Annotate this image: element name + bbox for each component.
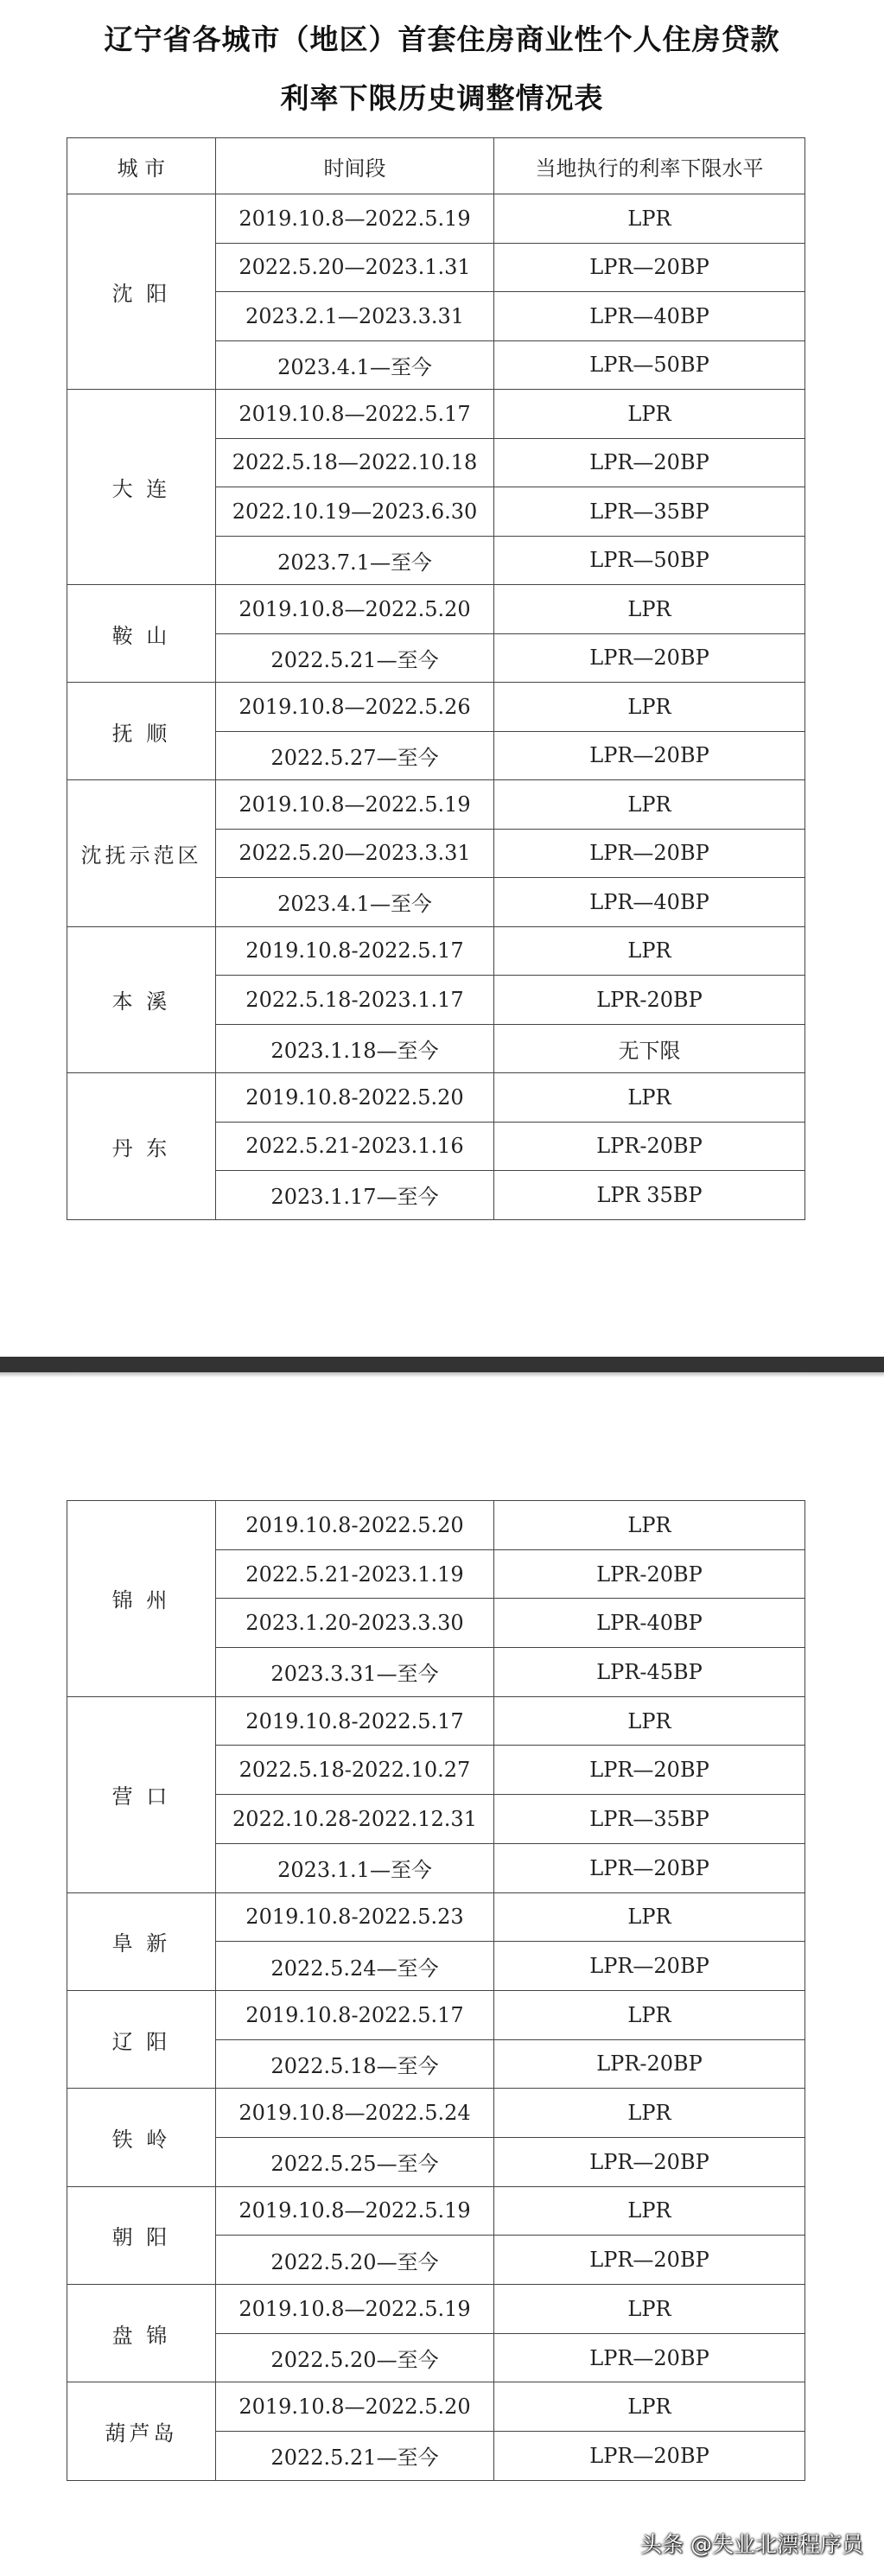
period-cell: 2022.5.20—至今	[216, 2236, 494, 2285]
period-cell: 2022.5.18-2023.1.17	[216, 976, 494, 1025]
rate-table-page1	[67, 137, 805, 1220]
table-header-row	[67, 138, 805, 194]
rate-cell: LPR—50BP	[494, 340, 805, 390]
period-cell: 2022.5.20—2023.1.31	[216, 243, 494, 292]
table-row	[67, 1990, 805, 2039]
city-cell: 盘 锦	[67, 2285, 216, 2382]
rate-cell: LPR	[494, 390, 805, 439]
city-cell: 抚 顺	[67, 683, 216, 780]
rate-cell: LPR	[494, 1696, 805, 1746]
rate-cell: LPR	[494, 1892, 805, 1942]
rate-cell: LPR	[494, 1501, 805, 1550]
period-cell: 2022.10.19—2023.6.30	[216, 487, 494, 537]
city-cell: 阜 新	[67, 1892, 216, 1990]
table-row	[67, 1501, 805, 1550]
period-cell: 2023.1.1—至今	[216, 1843, 494, 1892]
table-row	[67, 2382, 805, 2432]
period-cell: 2019.10.8—2022.5.26	[216, 683, 494, 732]
rate-cell: LPR—20BP	[494, 243, 805, 292]
period-cell: 2019.10.8—2022.5.24	[216, 2089, 494, 2138]
rate-cell: LPR	[494, 194, 805, 244]
rate-cell: LPR	[494, 1990, 805, 2039]
rate-cell: LPR—20BP	[494, 1843, 805, 1892]
rate-cell: LPR—20BP	[494, 2333, 805, 2382]
header-city: 城 市	[67, 138, 216, 194]
period-cell: 2019.10.8—2022.5.19	[216, 780, 494, 830]
table-row	[67, 2285, 805, 2334]
period-cell: 2022.5.20—至今	[216, 2333, 494, 2382]
table-row	[67, 2089, 805, 2138]
rate-cell: LPR	[494, 1073, 805, 1123]
rate-cell: LPR—20BP	[494, 1746, 805, 1795]
period-cell: 2022.5.25—至今	[216, 2137, 494, 2186]
rate-cell: LPR	[494, 2186, 805, 2236]
period-cell: 2019.10.8-2022.5.20	[216, 1073, 494, 1123]
rate-cell: LPR	[494, 926, 805, 976]
city-cell: 大 连	[67, 390, 216, 585]
rate-cell: LPR-20BP	[494, 976, 805, 1025]
period-cell: 2022.5.20—2023.3.31	[216, 829, 494, 878]
period-cell: 2019.10.8—2022.5.17	[216, 390, 494, 439]
rate-cell: LPR—35BP	[494, 487, 805, 537]
rate-table-body-page2	[67, 1501, 805, 2481]
city-cell: 葫芦岛	[67, 2382, 216, 2480]
period-cell: 2019.10.8-2022.5.17	[216, 1696, 494, 1746]
period-cell: 2023.1.18—至今	[216, 1024, 494, 1073]
period-cell: 2019.10.8-2022.5.20	[216, 1501, 494, 1550]
city-cell: 丹 东	[67, 1073, 216, 1220]
period-cell: 2019.10.8-2022.5.17	[216, 926, 494, 976]
page-divider	[0, 1357, 884, 1372]
rate-cell: LPR	[494, 2382, 805, 2432]
table-row	[67, 780, 805, 830]
city-cell: 营 口	[67, 1696, 216, 1892]
rate-cell: LPR	[494, 2089, 805, 2138]
rate-cell: LPR—40BP	[494, 292, 805, 341]
period-cell: 2023.4.1—至今	[216, 878, 494, 927]
table-row	[67, 1696, 805, 1746]
watermark: 头条 @失业北漂程序员	[640, 2532, 863, 2557]
period-cell: 2023.1.20-2023.3.30	[216, 1599, 494, 1648]
header-rate: 当地执行的利率下限水平	[494, 138, 805, 194]
rate-cell: LPR—20BP	[494, 2137, 805, 2186]
table-row	[67, 194, 805, 244]
rate-cell: LPR	[494, 585, 805, 634]
period-cell: 2019.10.8—2022.5.20	[216, 2382, 494, 2432]
rate-cell: LPR	[494, 683, 805, 732]
rate-cell: LPR—35BP	[494, 1795, 805, 1844]
rate-cell: LPR—40BP	[494, 878, 805, 927]
rate-cell: LPR—20BP	[494, 633, 805, 683]
rate-cell: LPR—20BP	[494, 2432, 805, 2481]
period-cell: 2022.5.21-2023.1.19	[216, 1549, 494, 1599]
rate-cell: LPR-40BP	[494, 1599, 805, 1648]
rate-cell: LPR—20BP	[494, 829, 805, 878]
rate-cell: LPR—20BP	[494, 731, 805, 780]
table-row	[67, 1073, 805, 1123]
period-cell: 2022.5.18-2022.10.27	[216, 1746, 494, 1795]
rate-cell: LPR-20BP	[494, 2039, 805, 2089]
rate-cell: LPR—20BP	[494, 1942, 805, 1991]
period-cell: 2022.5.18—至今	[216, 2039, 494, 2089]
header-period: 时间段	[216, 138, 494, 194]
document-title-line1: 辽宁省各城市（地区）首套住房商业性个人住房贷款	[104, 22, 780, 56]
period-cell: 2019.10.8—2022.5.19	[216, 194, 494, 244]
period-cell: 2023.3.31—至今	[216, 1648, 494, 1697]
rate-cell: 无下限	[494, 1024, 805, 1073]
city-cell: 辽 阳	[67, 1990, 216, 2088]
period-cell: 2019.10.8—2022.5.19	[216, 2186, 494, 2236]
rate-table-body-page1	[67, 138, 805, 1220]
document-title-line2: 利率下限历史调整情况表	[280, 81, 604, 115]
period-cell: 2022.5.27—至今	[216, 731, 494, 780]
period-cell: 2022.5.24—至今	[216, 1942, 494, 1991]
rate-cell: LPR—50BP	[494, 536, 805, 585]
rate-cell: LPR-20BP	[494, 1122, 805, 1171]
period-cell: 2022.10.28-2022.12.31	[216, 1795, 494, 1844]
rate-cell: LPR	[494, 780, 805, 830]
rate-cell: LPR—20BP	[494, 438, 805, 487]
period-cell: 2019.10.8—2022.5.19	[216, 2285, 494, 2334]
period-cell: 2022.5.21-2023.1.16	[216, 1122, 494, 1171]
period-cell: 2019.10.8—2022.5.20	[216, 585, 494, 634]
page-divider-shadow	[0, 1372, 884, 1377]
city-cell: 锦 州	[67, 1501, 216, 1697]
period-cell: 2023.7.1—至今	[216, 536, 494, 585]
period-cell: 2022.5.18—2022.10.18	[216, 438, 494, 487]
table-row	[67, 926, 805, 976]
city-cell: 鞍 山	[67, 585, 216, 683]
rate-cell: LPR	[494, 2285, 805, 2334]
period-cell: 2022.5.21—至今	[216, 2432, 494, 2481]
table-row	[67, 390, 805, 439]
city-cell: 沈 阳	[67, 194, 216, 390]
rate-cell: LPR-45BP	[494, 1648, 805, 1697]
table-row	[67, 1892, 805, 1942]
period-cell: 2022.5.21—至今	[216, 633, 494, 683]
city-cell: 沈抚示范区	[67, 780, 216, 927]
table-row	[67, 683, 805, 732]
period-cell: 2023.1.17—至今	[216, 1171, 494, 1220]
rate-table-page2	[67, 1500, 805, 2481]
period-cell: 2023.4.1—至今	[216, 340, 494, 390]
period-cell: 2023.2.1—2023.3.31	[216, 292, 494, 341]
rate-cell: LPR—20BP	[494, 2236, 805, 2285]
city-cell: 本 溪	[67, 926, 216, 1073]
city-cell: 铁 岭	[67, 2089, 216, 2186]
rate-cell: LPR-20BP	[494, 1549, 805, 1599]
period-cell: 2019.10.8-2022.5.17	[216, 1990, 494, 2039]
period-cell: 2019.10.8-2022.5.23	[216, 1892, 494, 1942]
table-row	[67, 2186, 805, 2236]
rate-cell: LPR 35BP	[494, 1171, 805, 1220]
city-cell: 朝 阳	[67, 2186, 216, 2284]
table-row	[67, 585, 805, 634]
